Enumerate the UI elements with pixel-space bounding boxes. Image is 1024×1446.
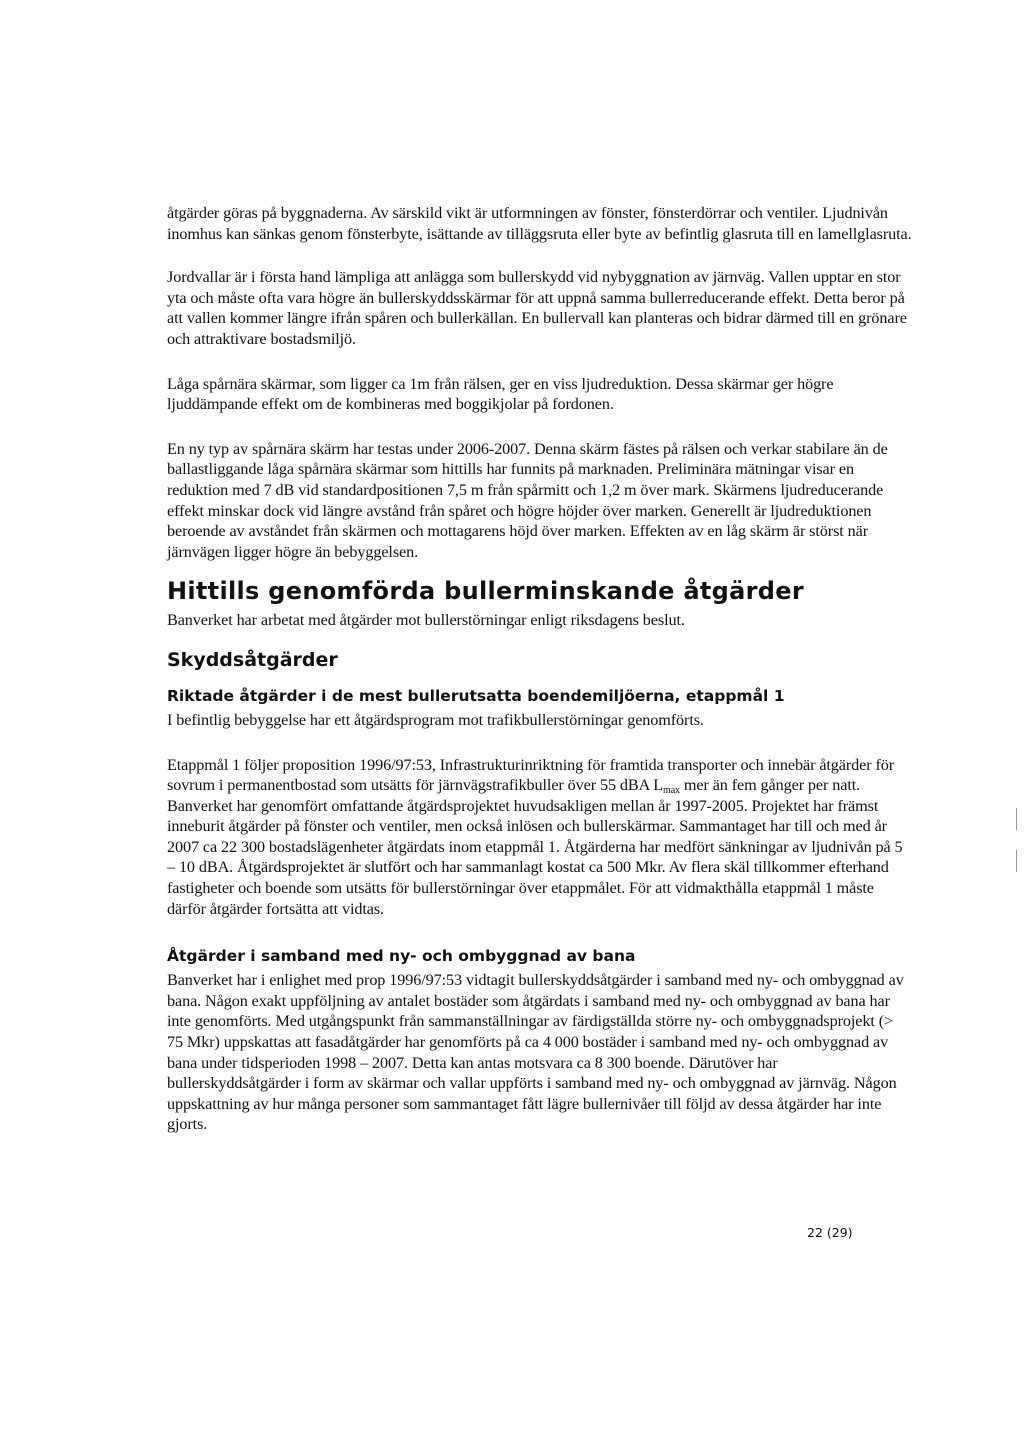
scan-edge-mark: [1016, 808, 1017, 830]
section-heading: Hittills genomförda bullerminskande åtgärder: [167, 577, 804, 606]
paragraph-earth-embankments: Jordvallar är i första hand lämpliga att anlägga som bullerskydd vid nybyggnation av järnväg. Vallen upptar en stor yta och måste ofta vara högre än bullerskyddsskärmar för att uppnå samma bullerreducerande effekt. Detta beror på att vallen kommer längre ifrån spåren och bullerkällan. En bullervall kan planteras och bidrar därmed till en grönare och attraktivare bostadsmiljö.: [167, 268, 907, 348]
document-body: [167, 203, 912, 1135]
lmax-subscript: max: [663, 785, 680, 797]
page-number: 22 (29): [807, 1225, 853, 1240]
paragraph-text-part-1: Etappmål 1 följer proposition 1996/97:53, Infrastrukturinriktning för framtida transporter och innebär åtgärder för sovrum i permanentbostad som utsätts för järnvägstrafikbuller över 55 dBA L: [167, 755, 895, 795]
paragraph-etappmal-1-details: [167, 755, 912, 920]
scan-edge-mark: [1016, 850, 1017, 872]
paragraph-text-part-2: mer än fem gånger per natt. Banverket har genomfört omfattande åtgärdsprojektet huvudsakligen mellan år 1997-2005. Projektet har främst inneburit åtgärder på fönster och ventiler, men också inlösen och bullerskärmar. Sammantaget har till och med år 2007 ca 22 300 bostadslägenheter åtgärdats inom etappmål 1. Åtgärderna har medfört sänkningar av ljudnivån på 5 – 10 dBA. Åtgärdsprojektet är slutfört och har sammanlagt kostat ca 500 Mkr. Av flera skäl tillkommer efterhand fastigheter och boende som utsätts för bullerstörningar över etappmålet. För att vidmakthålla etappmål 1 måste därför åtgärder fortsätta att vidtas.: [167, 776, 903, 918]
paragraph-existing-buildings: I befintlig bebyggelse har ett åtgärdsprogram mot trafikbullerstörningar genomförts.: [167, 710, 704, 729]
paragraph-window-treatment: åtgärder göras på byggnaderna. Av särskild vikt är utformningen av fönster, fönsterdörrar och ventiler. Ljudnivån inomhus kan sänkas genom fönsterbyte, isättande av tilläggsruta eller byte av befintlig glasruta till en lamellglasruta.: [167, 204, 912, 243]
subsection-heading: Skyddsåtgärder: [167, 648, 338, 671]
paragraph-section-intro: Banverket har arbetat med åtgärder mot bullerstörningar enligt riksdagens beslut.: [167, 611, 685, 630]
heading-etappmal-1: Riktade åtgärder i de mest bullerutsatta boendemiljöerna, etappmål 1: [167, 686, 785, 705]
paragraph-new-construction-details: Banverket har i enlighet med prop 1996/97:53 vidtagit bullerskyddsåtgärder i samband med ny- och ombyggnad av bana. Någon exakt uppföljning av antalet bostäder som åtgärdats i samband med ny- och ombyggnad av bana har inte genomförts. Med utgångspunkt från sammanställningar av färdigställda större ny- och ombyggnadsprojekt (> 75 Mkr) uppskattas att fasadåtgärder har genomförts på ca 4 000 bostäder i samband med ny- och ombyggnad av bana under tidsperioden 1998 – 2007. Detta kan antas motsvara ca 8 300 boende. Därutöver har bullerskyddsåtgärder i form av skärmar och vallar uppförts i samband med ny- och ombyggnad av järnväg. Någon uppskattning av hur många personer som sammantaget fått lägre bullernivåer till följd av dessa åtgärder har inte gjorts.: [167, 971, 904, 1134]
heading-new-construction: Åtgärder i samband med ny- och ombyggnad av bana: [167, 947, 636, 966]
paragraph-low-track-screens: Låga spårnära skärmar, som ligger ca 1m från rälsen, ger en viss ljudreduktion. Dessa skärmar ger högre ljuddämpande effekt om de kombineras med boggikjolar på fordonen.: [167, 374, 834, 414]
paragraph-new-screen-type: En ny typ av spårnära skärm har testas under 2006-2007. Denna skärm fästes på rälsen och verkar stabilare än de ballastliggande låga spårnära skärmar som hittills har funnits på marknaden. Preliminära mätningar visar en reduktion med 7 dB vid standardpositionen 7,5 m från spårmitt och 1,2 m över mark. Skärmens ljudreducerande effekt minskar dock vid längre avstånd från spåret och högre höjder över marken. Generellt är ljudreduktionen beroende av avståndet från skärmen och mottagarens höjd över marken. Effekten av en låg skärm är störst när järnvägen ligger högre än bebyggelsen.: [167, 439, 888, 561]
